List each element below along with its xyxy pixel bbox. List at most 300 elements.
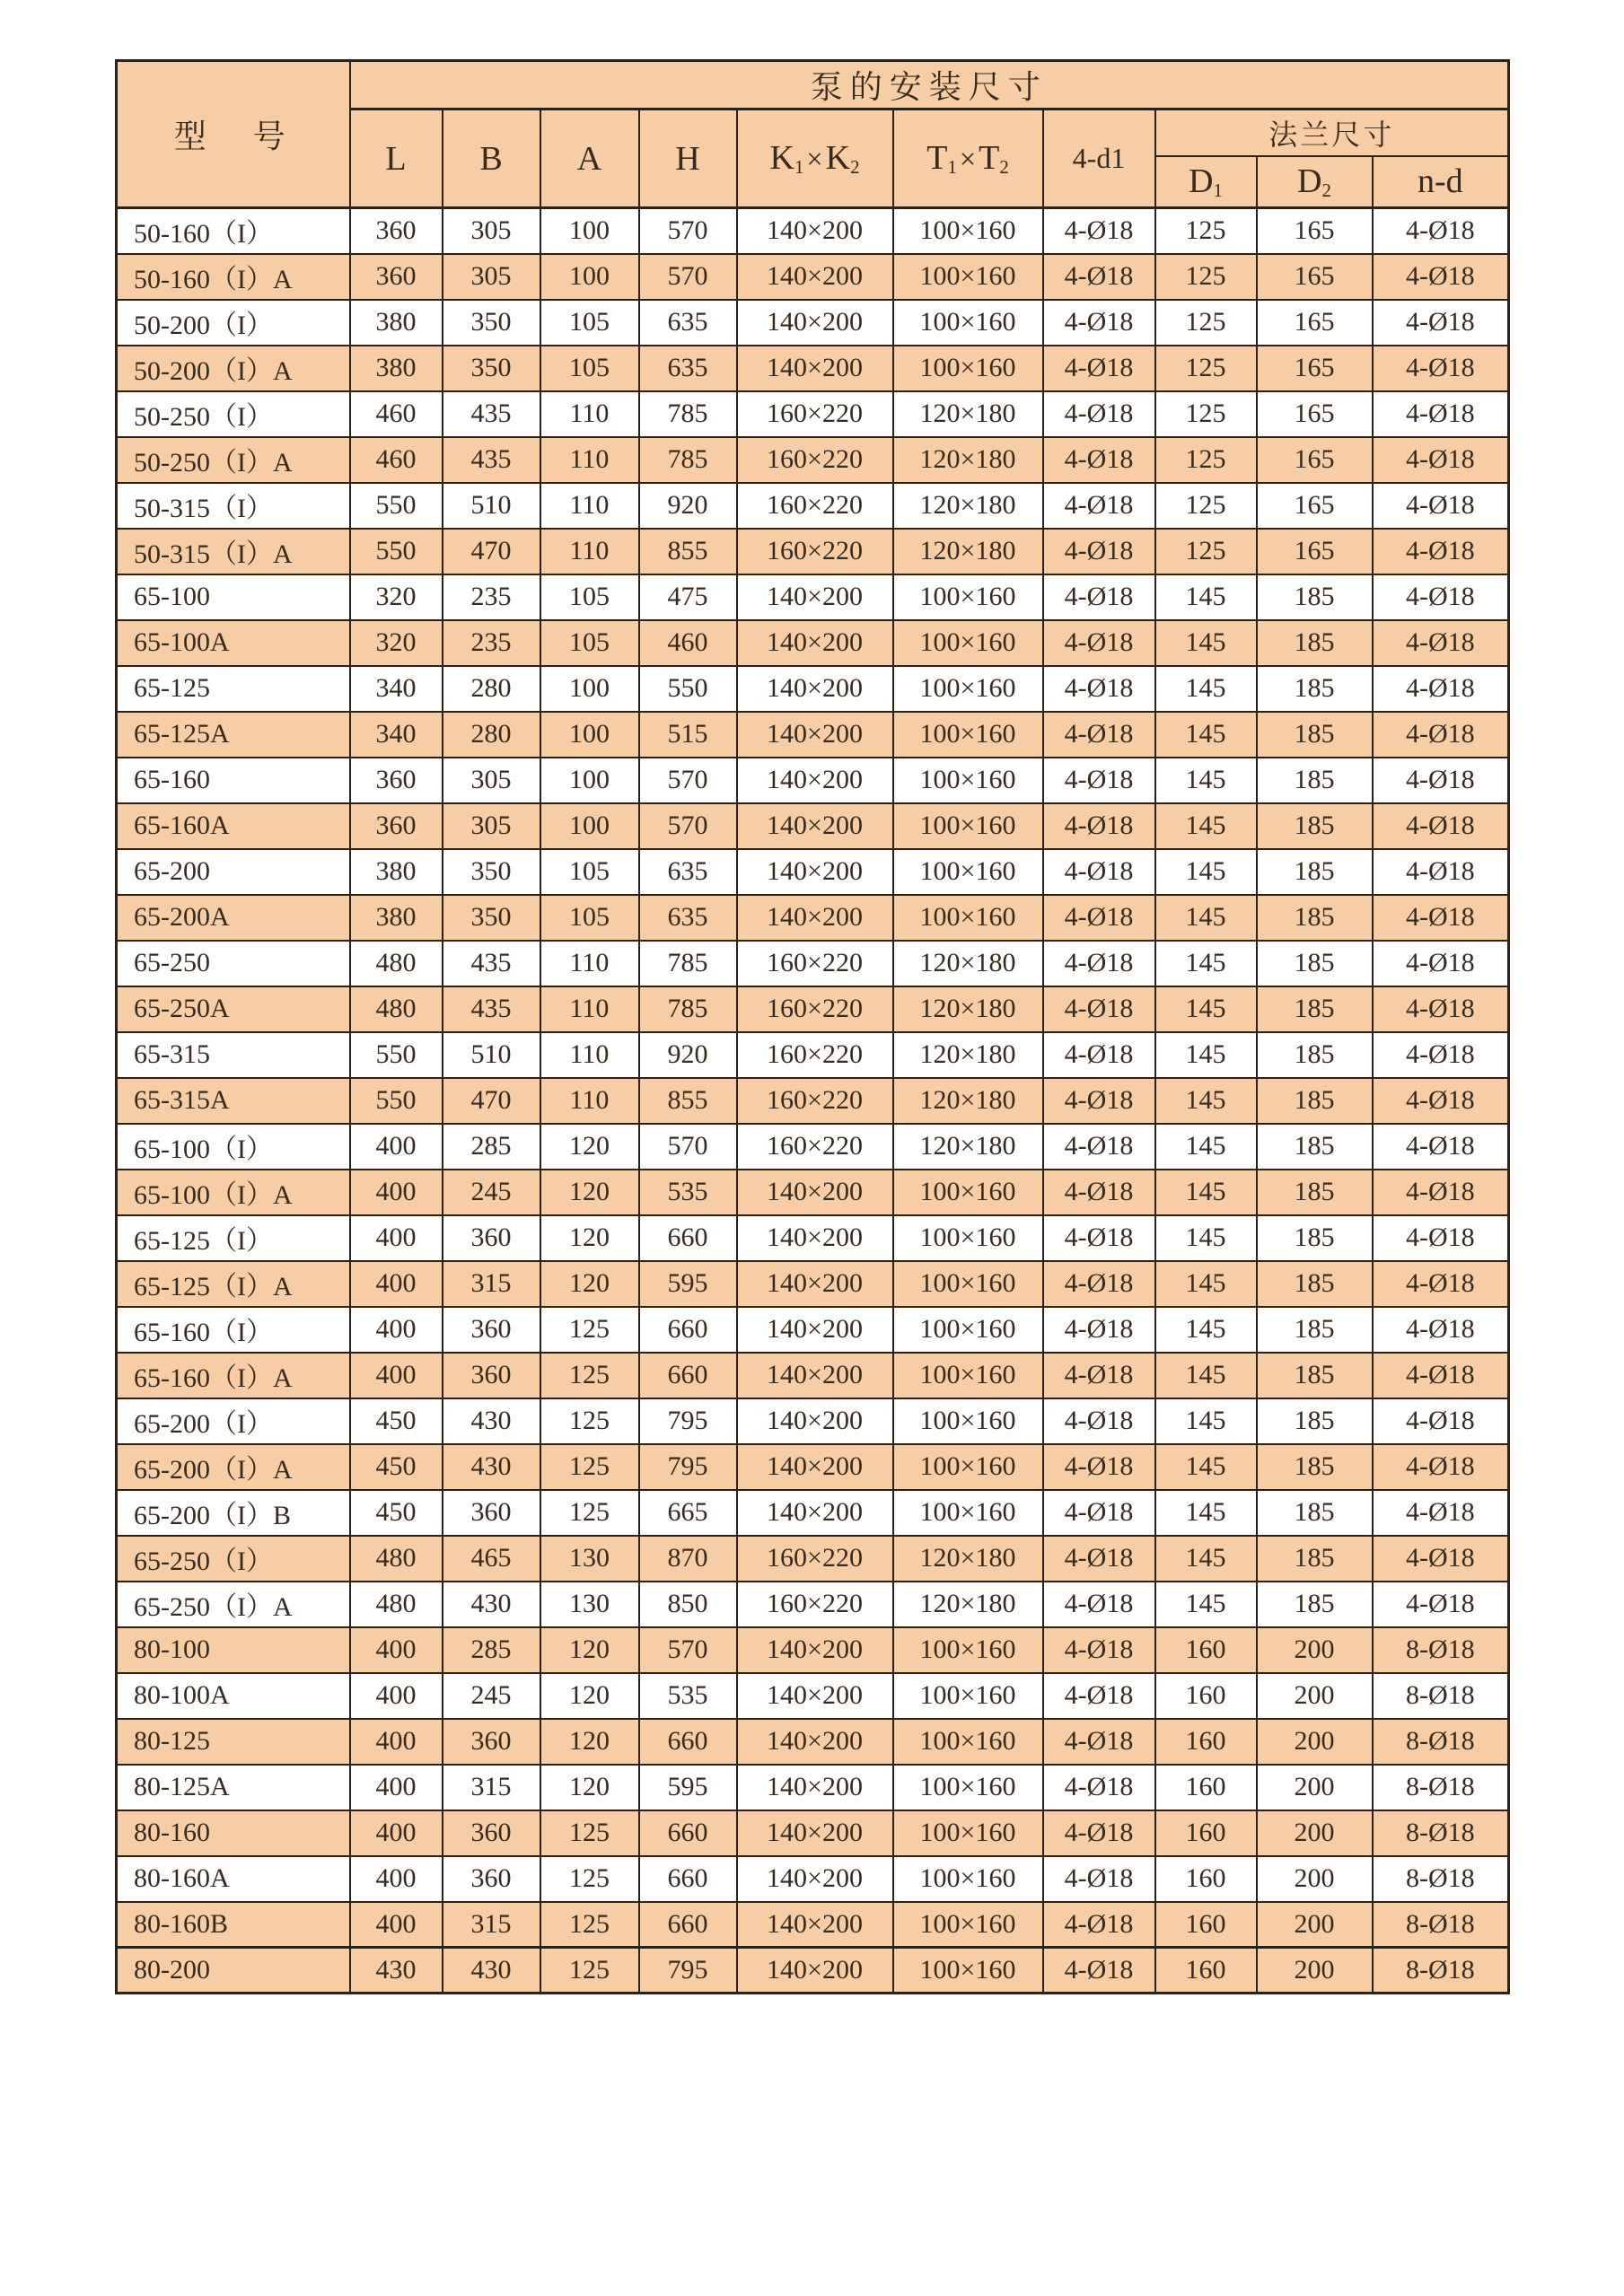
- value-cell: 450: [350, 1398, 443, 1444]
- value-cell: 4-Ø18: [1043, 391, 1155, 437]
- value-cell: 120×180: [893, 437, 1043, 483]
- value-cell: 140×200: [737, 1490, 893, 1536]
- value-cell: 145: [1155, 1124, 1257, 1170]
- value-cell: 660: [639, 1719, 737, 1765]
- value-cell: 185: [1257, 574, 1373, 620]
- value-cell: 100×160: [893, 803, 1043, 849]
- value-cell: 125: [540, 1810, 639, 1856]
- value-cell: 4-Ø18: [1373, 391, 1509, 437]
- value-cell: 795: [639, 1444, 737, 1490]
- col-header-L: L: [350, 110, 443, 208]
- model-cell: 50-315（I）: [117, 483, 350, 529]
- value-cell: 400: [350, 1810, 443, 1856]
- value-cell: 185: [1257, 1582, 1373, 1627]
- value-cell: 4-Ø18: [1373, 1078, 1509, 1124]
- value-cell: 140×200: [737, 895, 893, 941]
- value-cell: 100×160: [893, 620, 1043, 666]
- value-cell: 125: [540, 1353, 639, 1398]
- value-cell: 350: [443, 895, 540, 941]
- value-cell: 4-Ø18: [1043, 758, 1155, 803]
- value-cell: 185: [1257, 895, 1373, 941]
- value-cell: 450: [350, 1490, 443, 1536]
- col-header-4-d1: 4-d1: [1043, 110, 1155, 208]
- value-cell: 185: [1257, 1032, 1373, 1078]
- value-cell: 120: [540, 1215, 639, 1261]
- table-row: [117, 941, 1509, 986]
- table-row: [117, 1124, 1509, 1170]
- value-cell: 140×200: [737, 1398, 893, 1444]
- model-cell: 65-100A: [117, 620, 350, 666]
- value-cell: 855: [639, 529, 737, 574]
- table-row: [117, 712, 1509, 758]
- value-cell: 430: [443, 1444, 540, 1490]
- value-cell: 125: [540, 1490, 639, 1536]
- value-cell: 140×200: [737, 1948, 893, 1994]
- value-cell: 160×220: [737, 437, 893, 483]
- value-cell: 4-Ø18: [1373, 666, 1509, 712]
- value-cell: 280: [443, 666, 540, 712]
- value-cell: 4-Ø18: [1043, 1856, 1155, 1902]
- value-cell: 460: [639, 620, 737, 666]
- value-cell: 185: [1257, 1124, 1373, 1170]
- value-cell: 125: [1155, 437, 1257, 483]
- col-header-T1xT2: $T_1\times T_2$: [893, 110, 1043, 208]
- value-cell: 4-Ø18: [1043, 986, 1155, 1032]
- value-cell: 660: [639, 1856, 737, 1902]
- value-cell: 4-Ø18: [1043, 712, 1155, 758]
- value-cell: 4-Ø18: [1373, 346, 1509, 391]
- col-header-D1: $D_1$: [1155, 156, 1257, 208]
- value-cell: 160×220: [737, 986, 893, 1032]
- value-cell: 635: [639, 346, 737, 391]
- value-cell: 315: [443, 1902, 540, 1948]
- model-cell: 80-160: [117, 1810, 350, 1856]
- value-cell: 480: [350, 1582, 443, 1627]
- value-cell: 140×200: [737, 346, 893, 391]
- value-cell: 535: [639, 1673, 737, 1719]
- value-cell: 305: [443, 758, 540, 803]
- value-cell: 360: [350, 208, 443, 254]
- value-cell: 795: [639, 1948, 737, 1994]
- model-cell: 65-200（I）A: [117, 1444, 350, 1490]
- value-cell: 4-Ø18: [1043, 1170, 1155, 1215]
- table-row: [117, 1673, 1509, 1719]
- value-cell: 140×200: [737, 620, 893, 666]
- value-cell: 4-Ø18: [1043, 529, 1155, 574]
- value-cell: 200: [1257, 1673, 1373, 1719]
- value-cell: 185: [1257, 1398, 1373, 1444]
- value-cell: 120×180: [893, 1124, 1043, 1170]
- value-cell: 4-Ø18: [1043, 1582, 1155, 1627]
- value-cell: 100×160: [893, 1627, 1043, 1673]
- value-cell: 305: [443, 254, 540, 300]
- model-cell: 65-200（I）: [117, 1398, 350, 1444]
- value-cell: 165: [1257, 346, 1373, 391]
- value-cell: 400: [350, 1856, 443, 1902]
- value-cell: 570: [639, 254, 737, 300]
- value-cell: 360: [443, 1856, 540, 1902]
- value-cell: 400: [350, 1307, 443, 1353]
- value-cell: 100×160: [893, 1215, 1043, 1261]
- model-cell: 80-100A: [117, 1673, 350, 1719]
- table-row: [117, 1627, 1509, 1673]
- value-cell: 4-Ø18: [1043, 1536, 1155, 1582]
- value-cell: 140×200: [737, 1673, 893, 1719]
- value-cell: 360: [443, 1353, 540, 1398]
- table-row: [117, 1719, 1509, 1765]
- value-cell: 130: [540, 1536, 639, 1582]
- table-header: [117, 61, 1509, 208]
- value-cell: 120: [540, 1765, 639, 1810]
- value-cell: 140×200: [737, 1215, 893, 1261]
- value-cell: 635: [639, 300, 737, 346]
- value-cell: 920: [639, 1032, 737, 1078]
- value-cell: 120: [540, 1673, 639, 1719]
- table-row: [117, 1444, 1509, 1490]
- value-cell: 920: [639, 483, 737, 529]
- table-row: [117, 1902, 1509, 1948]
- model-cell: 65-100: [117, 574, 350, 620]
- value-cell: 160: [1155, 1673, 1257, 1719]
- value-cell: 145: [1155, 1032, 1257, 1078]
- value-cell: 550: [350, 529, 443, 574]
- value-cell: 285: [443, 1627, 540, 1673]
- value-cell: 235: [443, 620, 540, 666]
- value-cell: 125: [1155, 529, 1257, 574]
- value-cell: 435: [443, 986, 540, 1032]
- value-cell: 8-Ø18: [1373, 1810, 1509, 1856]
- value-cell: 100×160: [893, 1398, 1043, 1444]
- pump-dimensions-table: [115, 59, 1510, 1994]
- value-cell: 855: [639, 1078, 737, 1124]
- value-cell: 785: [639, 941, 737, 986]
- value-cell: 145: [1155, 1536, 1257, 1582]
- col-header-K1xK2: $K_1\times K_2$: [737, 110, 893, 208]
- table-row: [117, 1032, 1509, 1078]
- value-cell: 4-Ø18: [1043, 666, 1155, 712]
- value-cell: 120×180: [893, 1536, 1043, 1582]
- value-cell: 100×160: [893, 1902, 1043, 1948]
- value-cell: 460: [350, 437, 443, 483]
- value-cell: 185: [1257, 1261, 1373, 1307]
- value-cell: 4-Ø18: [1373, 574, 1509, 620]
- value-cell: 870: [639, 1536, 737, 1582]
- value-cell: 4-Ø18: [1043, 1307, 1155, 1353]
- value-cell: 120: [540, 1627, 639, 1673]
- value-cell: 4-Ø18: [1373, 1261, 1509, 1307]
- value-cell: 4-Ø18: [1043, 300, 1155, 346]
- value-cell: 785: [639, 986, 737, 1032]
- value-cell: 550: [639, 666, 737, 712]
- value-cell: 595: [639, 1261, 737, 1307]
- col-header-H: H: [639, 110, 737, 208]
- value-cell: 360: [350, 803, 443, 849]
- value-cell: 4-Ø18: [1373, 1124, 1509, 1170]
- value-cell: 4-Ø18: [1043, 849, 1155, 895]
- value-cell: 4-Ø18: [1043, 803, 1155, 849]
- value-cell: 570: [639, 758, 737, 803]
- table-row: [117, 1810, 1509, 1856]
- model-cell: 65-125（I）A: [117, 1261, 350, 1307]
- value-cell: 4-Ø18: [1373, 529, 1509, 574]
- value-cell: 8-Ø18: [1373, 1948, 1509, 1994]
- value-cell: 100×160: [893, 346, 1043, 391]
- value-cell: 185: [1257, 803, 1373, 849]
- value-cell: 4-Ø18: [1373, 895, 1509, 941]
- value-cell: 185: [1257, 941, 1373, 986]
- value-cell: 100×160: [893, 895, 1043, 941]
- value-cell: 4-Ø18: [1373, 1444, 1509, 1490]
- value-cell: 4-Ø18: [1373, 986, 1509, 1032]
- value-cell: 400: [350, 1673, 443, 1719]
- value-cell: 140×200: [737, 1902, 893, 1948]
- model-cell: 65-160（I）: [117, 1307, 350, 1353]
- table-row: [117, 666, 1509, 712]
- value-cell: 4-Ø18: [1043, 1261, 1155, 1307]
- value-cell: 145: [1155, 758, 1257, 803]
- value-cell: 480: [350, 941, 443, 986]
- value-cell: 400: [350, 1719, 443, 1765]
- value-cell: 4-Ø18: [1043, 1719, 1155, 1765]
- table-row: [117, 437, 1509, 483]
- value-cell: 400: [350, 1765, 443, 1810]
- value-cell: 140×200: [737, 300, 893, 346]
- install-dimensions-header: 泵的安装尺寸: [350, 61, 1509, 110]
- value-cell: 4-Ø18: [1373, 300, 1509, 346]
- value-cell: 100×160: [893, 574, 1043, 620]
- value-cell: 380: [350, 895, 443, 941]
- value-cell: 120×180: [893, 986, 1043, 1032]
- value-cell: 475: [639, 574, 737, 620]
- col-header-n-d: n-d: [1373, 156, 1509, 208]
- model-cell: 65-160（I）A: [117, 1353, 350, 1398]
- value-cell: 450: [350, 1444, 443, 1490]
- value-cell: 160: [1155, 1902, 1257, 1948]
- model-cell: 50-250（I）: [117, 391, 350, 437]
- value-cell: 125: [540, 1444, 639, 1490]
- value-cell: 660: [639, 1307, 737, 1353]
- value-cell: 160: [1155, 1719, 1257, 1765]
- table-row: [117, 986, 1509, 1032]
- value-cell: 125: [540, 1307, 639, 1353]
- value-cell: 4-Ø18: [1043, 437, 1155, 483]
- value-cell: 245: [443, 1170, 540, 1215]
- value-cell: 4-Ø18: [1373, 1582, 1509, 1627]
- table-row: [117, 1582, 1509, 1627]
- flange-dimensions-header: 法兰尺寸: [1155, 110, 1509, 156]
- value-cell: 360: [350, 254, 443, 300]
- table-row: [117, 1765, 1509, 1810]
- model-cell: 65-250A: [117, 986, 350, 1032]
- value-cell: 4-Ø18: [1043, 1444, 1155, 1490]
- value-cell: 315: [443, 1765, 540, 1810]
- value-cell: 8-Ø18: [1373, 1673, 1509, 1719]
- value-cell: 635: [639, 849, 737, 895]
- model-cell: 65-200（I）B: [117, 1490, 350, 1536]
- value-cell: 140×200: [737, 1307, 893, 1353]
- value-cell: 430: [443, 1582, 540, 1627]
- value-cell: 435: [443, 941, 540, 986]
- value-cell: 110: [540, 1032, 639, 1078]
- value-cell: 100×160: [893, 254, 1043, 300]
- value-cell: 4-Ø18: [1373, 941, 1509, 986]
- value-cell: 160×220: [737, 1582, 893, 1627]
- value-cell: 350: [443, 300, 540, 346]
- value-cell: 8-Ø18: [1373, 1627, 1509, 1673]
- value-cell: 185: [1257, 1536, 1373, 1582]
- table-row: [117, 1948, 1509, 1994]
- model-cell: 50-160（I）: [117, 208, 350, 254]
- value-cell: 140×200: [737, 1261, 893, 1307]
- value-cell: 320: [350, 574, 443, 620]
- value-cell: 100×160: [893, 758, 1043, 803]
- model-column-header: 型 号: [117, 61, 350, 208]
- value-cell: 4-Ø18: [1373, 1032, 1509, 1078]
- value-cell: 360: [443, 1490, 540, 1536]
- model-cell: 50-160（I）A: [117, 254, 350, 300]
- value-cell: 110: [540, 941, 639, 986]
- value-cell: 100×160: [893, 1170, 1043, 1215]
- value-cell: 510: [443, 1032, 540, 1078]
- value-cell: 140×200: [737, 1719, 893, 1765]
- value-cell: 4-Ø18: [1043, 1032, 1155, 1078]
- model-cell: 80-100: [117, 1627, 350, 1673]
- value-cell: 4-Ø18: [1043, 483, 1155, 529]
- value-cell: 8-Ø18: [1373, 1856, 1509, 1902]
- value-cell: 140×200: [737, 1444, 893, 1490]
- value-cell: 120×180: [893, 1032, 1043, 1078]
- value-cell: 100×160: [893, 208, 1043, 254]
- value-cell: 400: [350, 1902, 443, 1948]
- value-cell: 120×180: [893, 391, 1043, 437]
- value-cell: 660: [639, 1215, 737, 1261]
- value-cell: 160: [1155, 1765, 1257, 1810]
- value-cell: 785: [639, 391, 737, 437]
- value-cell: 635: [639, 895, 737, 941]
- value-cell: 400: [350, 1170, 443, 1215]
- col-header-D2: $D_2$: [1257, 156, 1373, 208]
- value-cell: 100×160: [893, 1719, 1043, 1765]
- value-cell: 110: [540, 529, 639, 574]
- table-row: [117, 1490, 1509, 1536]
- value-cell: 120×180: [893, 1078, 1043, 1124]
- value-cell: 100×160: [893, 1307, 1043, 1353]
- value-cell: 140×200: [737, 208, 893, 254]
- value-cell: 100×160: [893, 849, 1043, 895]
- value-cell: 185: [1257, 712, 1373, 758]
- table-body: [117, 208, 1509, 1994]
- value-cell: 140×200: [737, 1627, 893, 1673]
- model-cell: 80-200: [117, 1948, 350, 1994]
- value-cell: 100: [540, 208, 639, 254]
- value-cell: 160×220: [737, 1536, 893, 1582]
- value-cell: 460: [350, 391, 443, 437]
- value-cell: 145: [1155, 803, 1257, 849]
- value-cell: 280: [443, 712, 540, 758]
- value-cell: 100: [540, 803, 639, 849]
- value-cell: 185: [1257, 1078, 1373, 1124]
- value-cell: 570: [639, 208, 737, 254]
- value-cell: 550: [350, 1032, 443, 1078]
- value-cell: 4-Ø18: [1373, 483, 1509, 529]
- value-cell: 515: [639, 712, 737, 758]
- value-cell: 165: [1257, 254, 1373, 300]
- value-cell: 105: [540, 849, 639, 895]
- value-cell: 160×220: [737, 1124, 893, 1170]
- model-cell: 50-250（I）A: [117, 437, 350, 483]
- table-row: [117, 1856, 1509, 1902]
- value-cell: 160×220: [737, 391, 893, 437]
- value-cell: 140×200: [737, 1856, 893, 1902]
- value-cell: 8-Ø18: [1373, 1719, 1509, 1765]
- value-cell: 480: [350, 986, 443, 1032]
- model-cell: 50-200（I）: [117, 300, 350, 346]
- value-cell: 4-Ø18: [1043, 254, 1155, 300]
- value-cell: 145: [1155, 895, 1257, 941]
- value-cell: 550: [350, 1078, 443, 1124]
- table-row: [117, 849, 1509, 895]
- value-cell: 535: [639, 1170, 737, 1215]
- value-cell: 100×160: [893, 1948, 1043, 1994]
- model-cell: 80-160A: [117, 1856, 350, 1902]
- table-row: [117, 300, 1509, 346]
- value-cell: 110: [540, 986, 639, 1032]
- value-cell: 430: [350, 1948, 443, 1994]
- value-cell: 145: [1155, 620, 1257, 666]
- value-cell: 105: [540, 346, 639, 391]
- value-cell: 360: [443, 1307, 540, 1353]
- table-row: [117, 1261, 1509, 1307]
- value-cell: 4-Ø18: [1043, 941, 1155, 986]
- value-cell: 4-Ø18: [1373, 849, 1509, 895]
- value-cell: 4-Ø18: [1043, 1490, 1155, 1536]
- value-cell: 100×160: [893, 1353, 1043, 1398]
- value-cell: 185: [1257, 1444, 1373, 1490]
- value-cell: 660: [639, 1810, 737, 1856]
- value-cell: 470: [443, 529, 540, 574]
- value-cell: 145: [1155, 1353, 1257, 1398]
- value-cell: 4-Ø18: [1373, 1490, 1509, 1536]
- value-cell: 100×160: [893, 1856, 1043, 1902]
- value-cell: 160×220: [737, 1078, 893, 1124]
- value-cell: 660: [639, 1353, 737, 1398]
- value-cell: 110: [540, 1078, 639, 1124]
- value-cell: 4-Ø18: [1043, 1810, 1155, 1856]
- value-cell: 100×160: [893, 1261, 1043, 1307]
- value-cell: 4-Ø18: [1373, 803, 1509, 849]
- value-cell: 400: [350, 1627, 443, 1673]
- table-row: [117, 529, 1509, 574]
- value-cell: 4-Ø18: [1043, 574, 1155, 620]
- value-cell: 110: [540, 437, 639, 483]
- value-cell: 200: [1257, 1719, 1373, 1765]
- value-cell: 140×200: [737, 758, 893, 803]
- value-cell: 4-Ø18: [1043, 620, 1155, 666]
- table-row: [117, 1215, 1509, 1261]
- value-cell: 185: [1257, 1170, 1373, 1215]
- value-cell: 125: [1155, 208, 1257, 254]
- value-cell: 100: [540, 758, 639, 803]
- value-cell: 145: [1155, 1582, 1257, 1627]
- value-cell: 785: [639, 437, 737, 483]
- value-cell: 120×180: [893, 1582, 1043, 1627]
- value-cell: 380: [350, 849, 443, 895]
- model-cell: 65-315A: [117, 1078, 350, 1124]
- value-cell: 380: [350, 346, 443, 391]
- value-cell: 145: [1155, 849, 1257, 895]
- value-cell: 470: [443, 1078, 540, 1124]
- table-row: [117, 895, 1509, 941]
